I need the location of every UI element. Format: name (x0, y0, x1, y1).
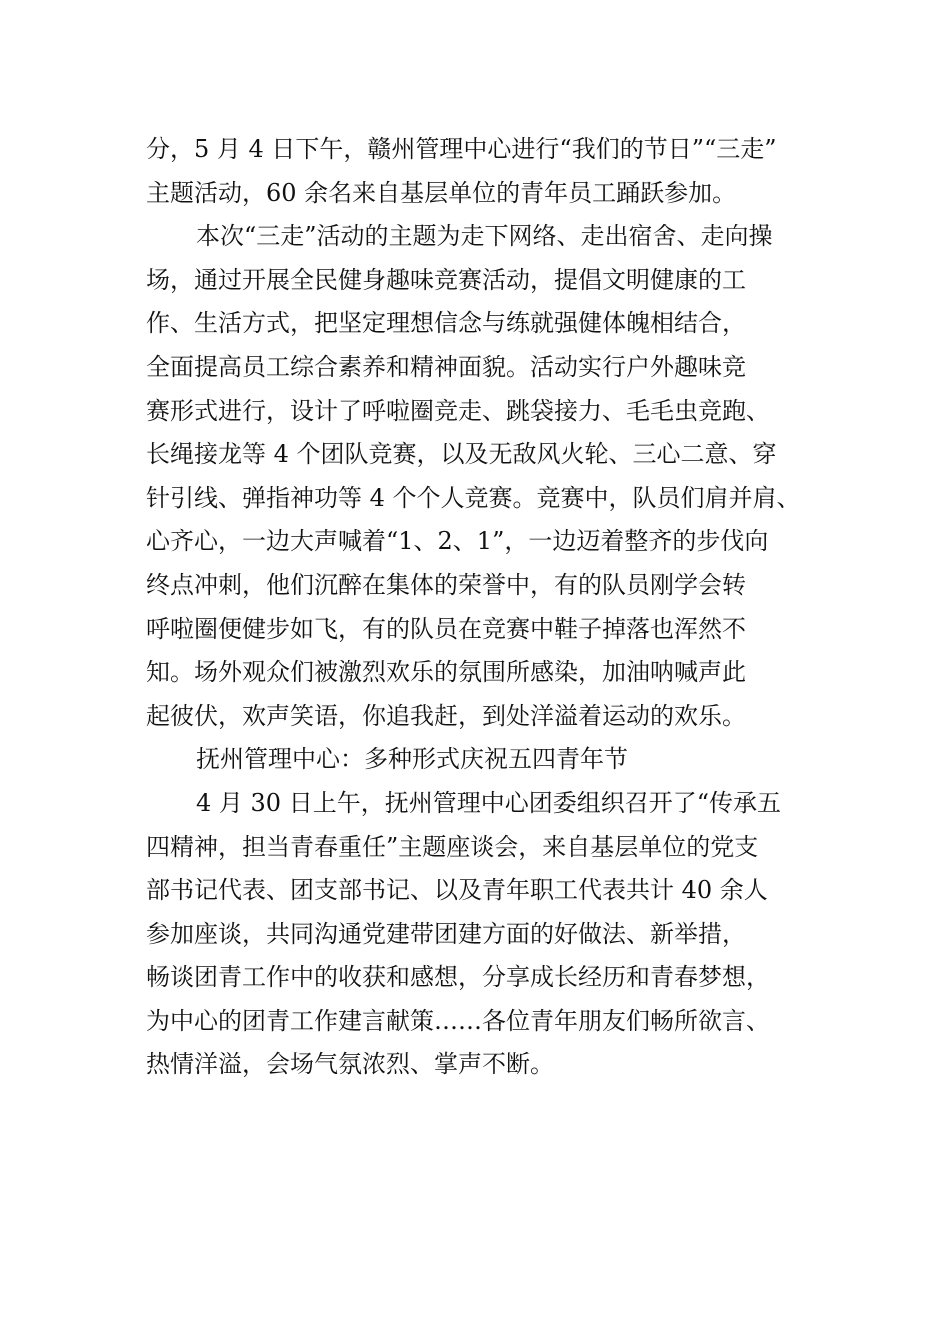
section-heading: 抚州管理中心：多种形式庆祝五四青年节 (196, 745, 628, 774)
text-line-21: 为中心的团青工作建言献策……各位青年朋友们畅所欲言、 (146, 1006, 770, 1035)
text-line-10: 心齐心，一边大声喊着“1、2、1”，一边迈着整齐的步伐向 (146, 527, 769, 556)
text-line-16: 4 月 30 日上午，抚州管理中心团委组织召开了“传承五 (196, 788, 781, 817)
text-line-22: 热情洋溢，会场气氛浓烈、掌声不断。 (146, 1050, 554, 1079)
text-line-20: 畅谈团青工作中的收获和感想，分享成长经历和青春梦想， (146, 963, 770, 992)
text-line-7: 赛形式进行，设计了呼啦圈竞走、跳袋接力、毛毛虫竞跑、 (146, 396, 770, 425)
text-line-3: 本次“三走”活动的主题为走下网络、走出宿舍、走向操 (196, 222, 773, 251)
text-line-19: 参加座谈，共同沟通党建带团建方面的好做法、新举措， (146, 919, 746, 948)
text-line-9: 针引线、弹指神功等 4 个个人竞赛。竞赛中，队员们肩并肩、 (146, 483, 801, 512)
text-line-13: 知。场外观众们被激烈欢乐的氛围所感染，加油呐喊声此 (146, 658, 746, 687)
text-line-6: 全面提高员工综合素养和精神面貌。活动实行户外趣味竞 (146, 352, 746, 381)
body-text (146, 128, 826, 1087)
text-line-8: 长绳接龙等 4 个团队竞赛，以及无敌风火轮、三心二意、穿 (146, 440, 777, 469)
text-line-17: 四精神，担当青春重任”主题座谈会，来自基层单位的党支 (146, 832, 759, 861)
text-line-18: 部书记代表、团支部书记、以及青年职工代表共计 40 余人 (146, 876, 768, 905)
text-line-12: 呼啦圈便健步如飞，有的队员在竞赛中鞋子掉落也浑然不 (146, 614, 746, 643)
text-line-5: 作、生活方式，把坚定理想信念与练就强健体魄相结合， (146, 309, 746, 338)
text-line-2: 主题活动，60 余名来自基层单位的青年员工踊跃参加。 (146, 178, 737, 207)
text-line-14: 起彼伏，欢声笑语，你追我赶，到处洋溢着运动的欢乐。 (146, 701, 746, 730)
text-line-11: 终点冲刺，他们沉醉在集体的荣誉中，有的队员刚学会转 (146, 570, 746, 599)
text-line-4: 场，通过开展全民健身趣味竞赛活动，提倡文明健康的工 (146, 265, 746, 294)
text-line-1: 分，5 月 4 日下午，赣州管理中心进行“我们的节日”“三走” (146, 135, 777, 163)
